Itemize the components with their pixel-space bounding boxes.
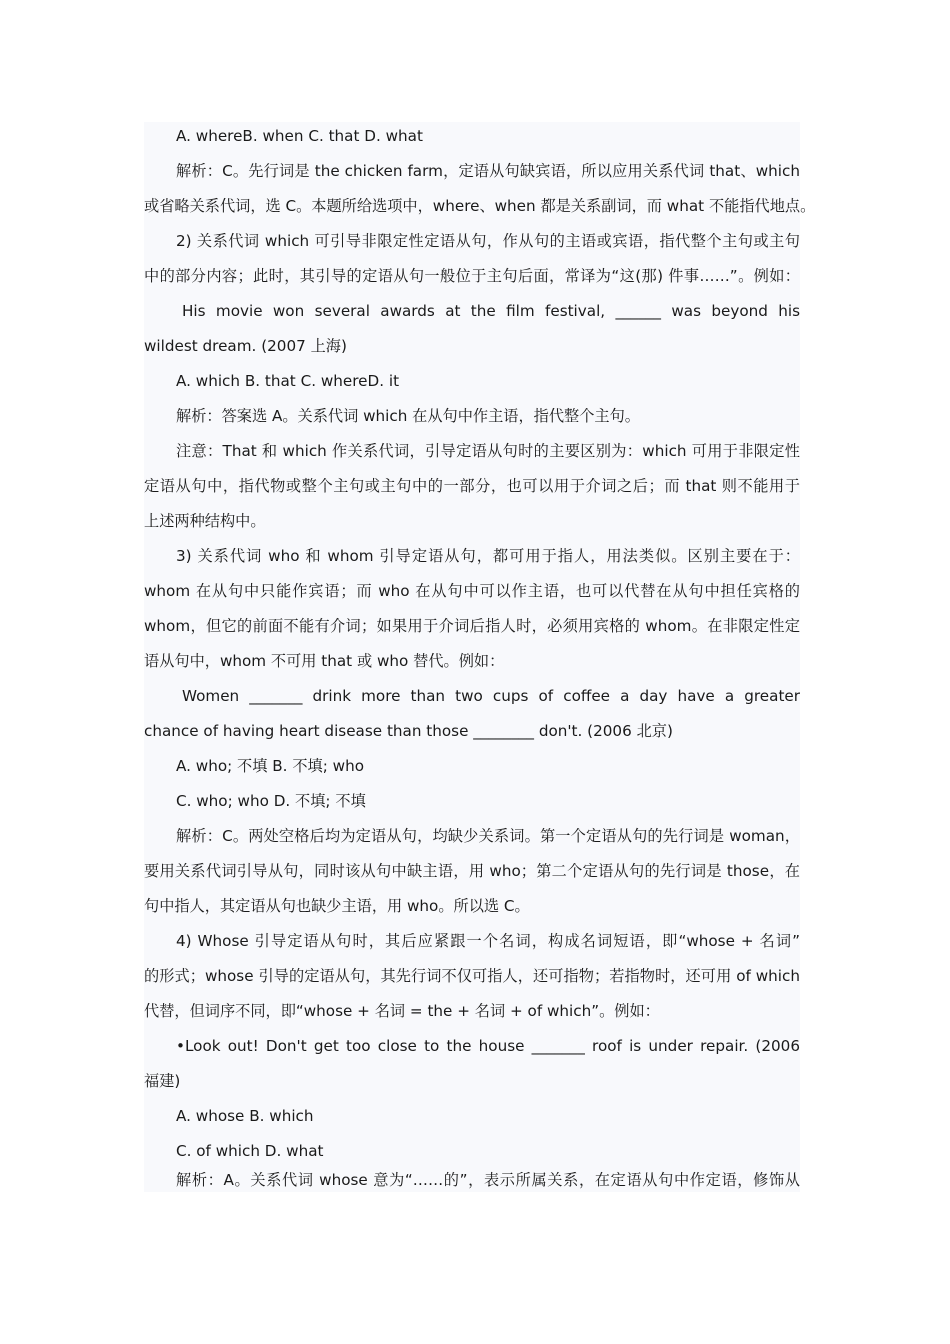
text-line: 解析：C。先行词是 the chicken farm，定语从句缺宾语，所以应用关系代词 that、which <box>176 162 800 180</box>
text-line: 解析：A。关系代词 whose 意为“……的”，表示所属关系，在定语从句中作定语，修饰从 <box>176 1171 800 1189</box>
text-line: 要用关系代词引导从句，同时该从句中缺主语，用 who；第二个定语从句的先行词是 those，在 <box>144 862 800 880</box>
text-line: •Look out! Don't get too close to the house _______ roof is under repair. (2006 <box>176 1037 800 1055</box>
text-line: 解析：答案选 A。关系代词 which 在从句中作主语，指代整个主句。 <box>176 407 640 425</box>
text-body <box>144 122 816 1192</box>
text-line: A. whose B. which <box>176 1107 314 1125</box>
text-line: Women _______ drink more than two cups of coffee a day have a greater <box>182 687 800 705</box>
text-line: whom 在从句中只能作宾语；而 who 在从句中可以作主语，也可以代替在从句中担任宾格的 <box>144 582 800 600</box>
text-line: 代替，但词序不同，即“whose + 名词 = the + 名词 + of which”。例如： <box>144 1002 660 1020</box>
text-line: 3) 关系代词 who 和 whom 引导定语从句，都可用于指人，用法类似。区别主要在于： <box>176 547 800 565</box>
text-line: A. which B. that C. whereD. it <box>176 372 400 390</box>
text-line: A. who; 不填 B. 不填; who <box>176 757 364 775</box>
text-line: A. whereB. when C. that D. what <box>176 127 423 145</box>
text-line: 或省略关系代词，选 C。本题所给选项中，where、when 都是关系副词，而 what 不能指代地点。 <box>144 197 816 215</box>
text-line: 2) 关系代词 which 可引导非限定性定语从句，作从句的主语或宾语，指代整个主句或主句 <box>176 232 800 250</box>
text-line: C. of which D. what <box>176 1142 324 1160</box>
text-line: 上述两种结构中。 <box>144 512 266 530</box>
text-line: 句中指人，其定语从句也缺少主语，用 who。所以选 C。 <box>144 897 530 915</box>
text-line: 注意：That 和 which 作关系代词，引导定语从句时的主要区别为：which 可用于非限定性 <box>176 442 800 460</box>
text-line: 4) Whose 引导定语从句时，其后应紧跟一个名词，构成名词短语，即“whose + 名词” <box>176 932 800 950</box>
text-line: 定语从句中，指代物或整个主句或主句中的一部分，也可以用于介词之后；而 that 则不能用于 <box>144 477 800 495</box>
text-line: 语从句中，whom 不可用 that 或 who 替代。例如： <box>144 652 505 670</box>
text-line: His movie won several awards at the film festival, ______ was beyond his <box>182 302 800 320</box>
text-line: wildest dream. (2007 上海) <box>144 337 347 355</box>
text-line: C. who; who D. 不填; 不填 <box>176 792 366 810</box>
text-line: 解析：C。两处空格后均为定语从句，均缺少关系词。第一个定语从句的先行词是 woman， <box>176 827 800 845</box>
text-line: 的形式；whose 引导的定语从句，其先行词不仅可指人，还可指物；若指物时，还可用 of which <box>144 967 800 985</box>
text-line: 福建) <box>144 1072 181 1090</box>
text-line: 中的部分内容；此时，其引导的定语从句一般位于主句后面，常译为“这(那) 件事……”。例如： <box>144 267 800 285</box>
text-line: chance of having heart disease than those ________ don't. (2006 北京) <box>144 722 673 740</box>
text-line: whom，但它的前面不能有介词；如果用于介词后指人时，必须用宾格的 whom。在非限定性定 <box>144 617 800 635</box>
